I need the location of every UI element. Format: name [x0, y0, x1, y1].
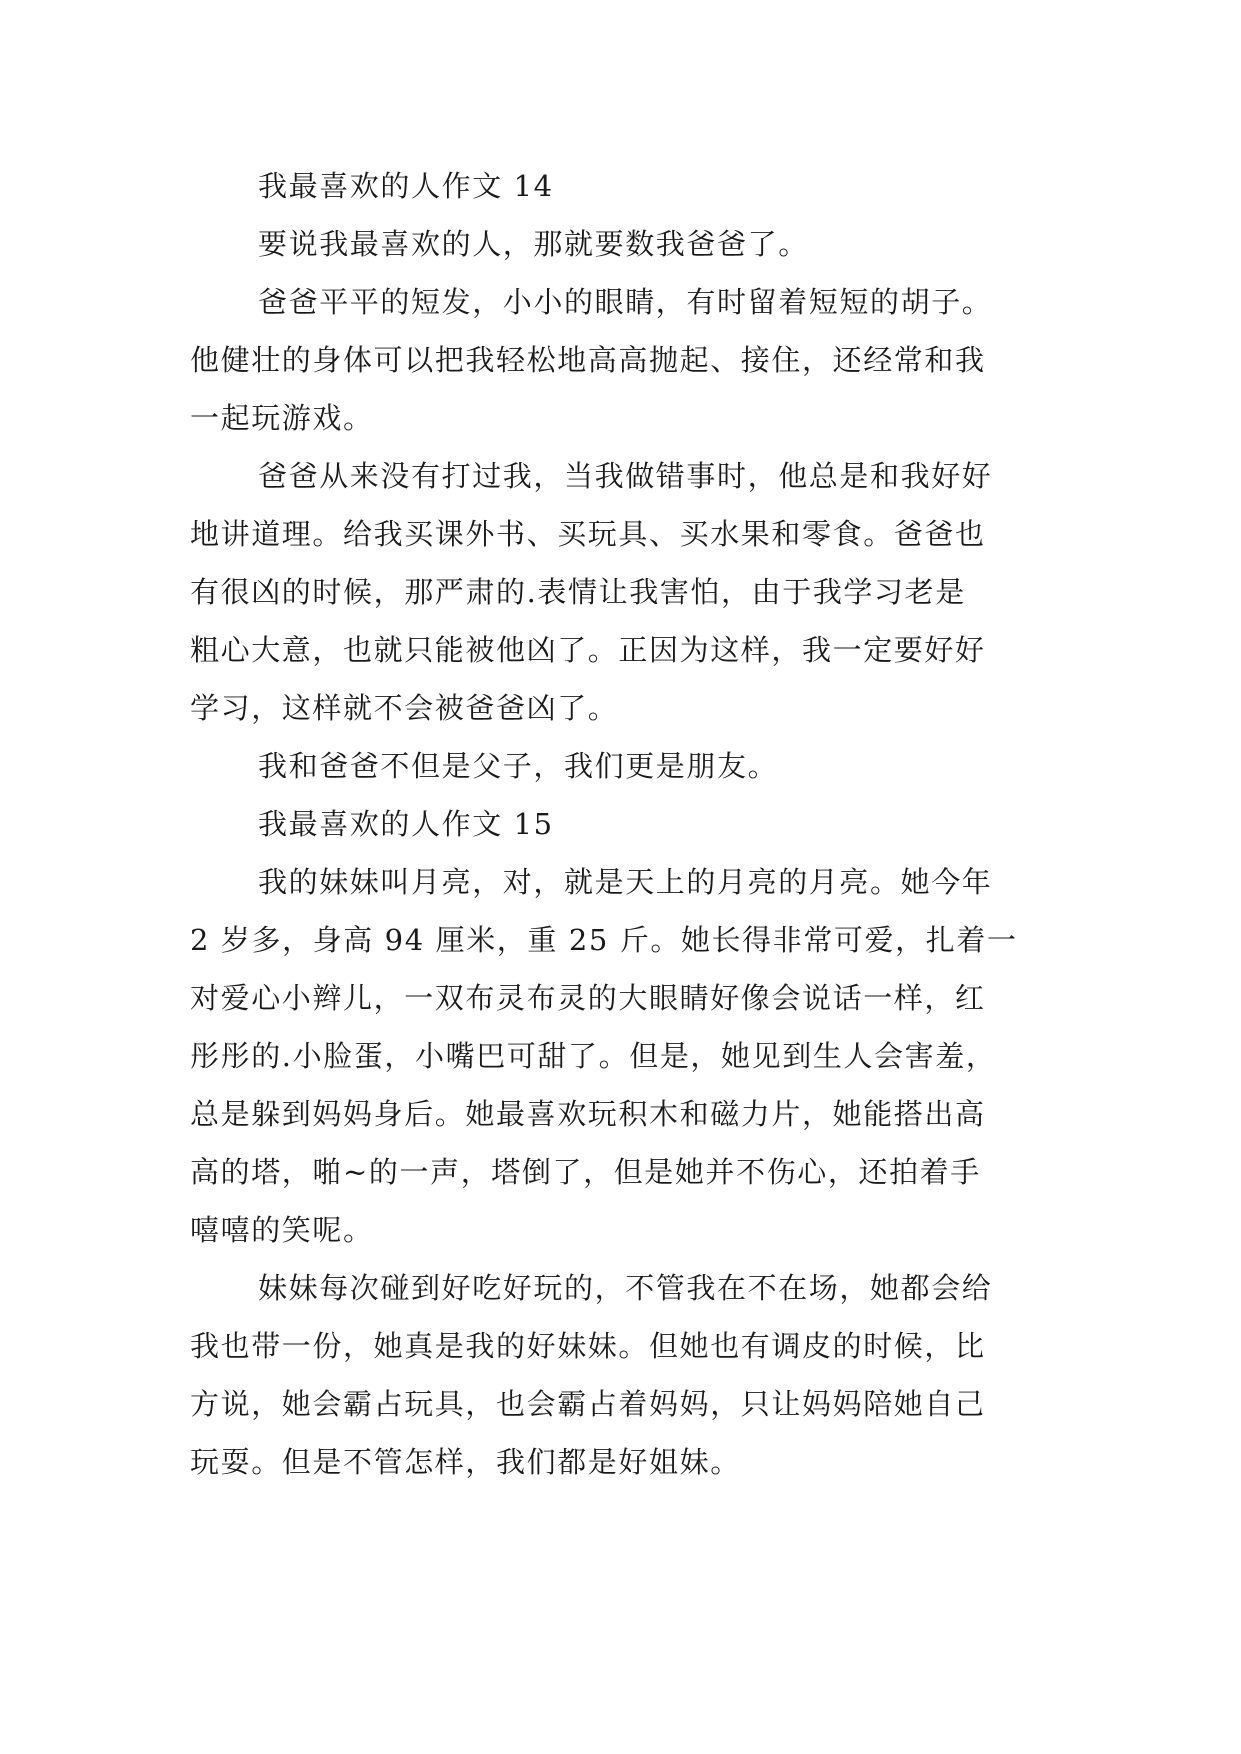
- document-body: [190, 157, 1070, 1491]
- text-line: 对爱心小辫儿，一双布灵布灵的大眼睛好像会说话一样，红: [190, 981, 986, 1015]
- text-line: 我的妹妹叫月亮，对，就是天上的月亮的月亮。她今年: [258, 865, 993, 899]
- essay-15-title: [190, 795, 1070, 853]
- paragraph: [190, 447, 1070, 737]
- paragraph: [190, 737, 1070, 795]
- text-line: 学习，这样就不会被爸爸凶了。: [190, 691, 619, 725]
- text-line: 他健壮的身体可以把我轻松地高高抛起、接住，还经常和我: [190, 343, 986, 377]
- paragraph: [190, 853, 1070, 1259]
- text-line: 玩耍。但是不管怎样，我们都是好姐妹。: [190, 1445, 741, 1479]
- text-line: 彤彤的.小脸蛋，小嘴巴可甜了。但是，她见到生人会害羞，: [190, 1039, 997, 1073]
- text-line: 2 岁多，身高 94 厘米，重 25 斤。她长得非常可爱，扎着一: [190, 923, 1018, 957]
- essay-14-title: [190, 157, 1070, 215]
- text-line: 高的塔，啪~的一声，塔倒了，但是她并不伤心，还拍着手: [190, 1155, 981, 1189]
- text-line: 地讲道理。给我买课外书、买玩具、买水果和零食。爸爸也: [190, 517, 986, 551]
- text-line: 方说，她会霸占玩具，也会霸占着妈妈，只让妈妈陪她自己: [190, 1387, 986, 1421]
- paragraph: [190, 1259, 1070, 1491]
- paragraph: [190, 215, 1070, 273]
- text-line: 我和爸爸不但是父子，我们更是朋友。: [258, 749, 779, 783]
- text-line: 总是躲到妈妈身后。她最喜欢玩积木和磁力片，她能搭出高: [190, 1097, 986, 1131]
- text-line: 我也带一份，她真是我的好妹妹。但她也有调皮的时候，比: [190, 1329, 986, 1363]
- text-line: 嘻嘻的笑呢。: [190, 1213, 374, 1247]
- paragraph: [190, 273, 1070, 447]
- text-line: 爸爸从来没有打过我，当我做错事时，他总是和我好好: [258, 459, 993, 493]
- text-line: 妹妹每次碰到好吃好玩的，不管我在不在场，她都会给: [258, 1271, 993, 1305]
- text-line: 粗心大意，也就只能被他凶了。正因为这样，我一定要好好: [190, 633, 986, 667]
- text-line: 我最喜欢的人作文 15: [258, 807, 554, 841]
- text-line: 要说我最喜欢的人，那就要数我爸爸了。: [258, 227, 809, 261]
- text-line: 爸爸平平的短发，小小的眼睛，有时留着短短的胡子。: [258, 285, 993, 319]
- text-line: 我最喜欢的人作文 14: [258, 169, 554, 203]
- text-line: 有很凶的时候，那严肃的.表情让我害怕，由于我学习老是: [190, 575, 966, 609]
- text-line: 一起玩游戏。: [190, 401, 374, 435]
